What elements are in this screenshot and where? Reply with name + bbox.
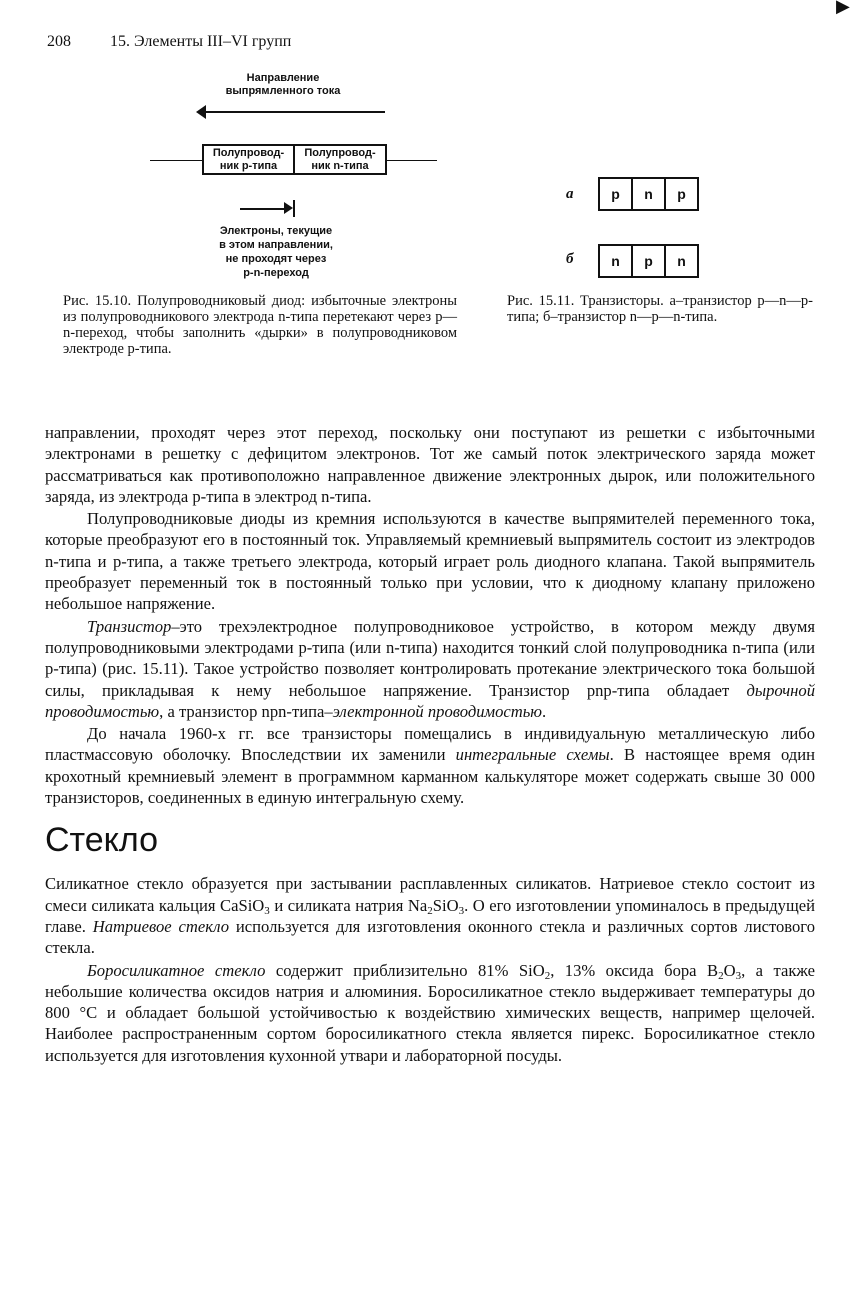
text-run: . О его изготовлении упоминалось в предыдущей главе. [45, 895, 815, 936]
diode-wire-right [387, 160, 437, 161]
diode-wire-left [150, 160, 202, 161]
page-number: 208 [47, 33, 71, 50]
transistor-cell: p [664, 177, 699, 211]
n-type-semiconductor-box [293, 144, 387, 175]
figure-15-10-caption: Рис. 15.10. Полупроводниковый диод: избыточные электроны из полупроводникового электрода n-типа перетекают через р—n-переход, чтобы заполнить «дырки» в полупроводниковом электроде р-типа. [63, 293, 457, 357]
paragraph [45, 873, 815, 958]
term-integrated-circuits: интегральные схемы [455, 745, 610, 765]
paragraph [45, 960, 815, 1066]
electron-direction-arrow [240, 208, 286, 210]
figure-15-11-caption: Рис. 15.11. Транзисторы. а–транзистор р—n—р-типа; б–транзистор n—р—n-типа. [507, 293, 813, 325]
text-run: , 13% оксида бора B [550, 960, 719, 980]
text-run: –это трехэлектродное полупроводниковое устройство, в котором между двумя полупроводниковыми электродами р-типа (или n-типа) находится тонкий слой полупроводника n-типа (или р-типа) (рис. 15.11). Такое устройство позволяет контролировать протекание электрического тока большой силы, прикладывая к нему небольшое напряжение. Транзистор pnp-типа обладает [45, 616, 815, 700]
subscript: 2 [544, 969, 551, 982]
term-borosilicate-glass: Боросиликатное стекло [87, 960, 266, 980]
electrons-label [176, 224, 376, 280]
npn-transistor [598, 244, 697, 278]
transistor-cell: n [598, 244, 633, 278]
term-transistor: Транзистор [87, 616, 172, 636]
term-soda-glass: Натриевое стекло [92, 916, 230, 936]
electrons-label-line: в этом направлении, [219, 239, 333, 251]
subscript: 3 [264, 904, 270, 917]
text-run: , а транзистор npn-типа– [159, 701, 333, 721]
subscript: 2 [718, 969, 724, 982]
p-box-line1: Полупровод- [212, 147, 285, 159]
subscript: 3 [735, 969, 742, 982]
text-run: До начала 1960-х гг. все транзисторы помещались в индивидуальную металлическую либо пластмассовую оболочку. Впоследствии их заменили [45, 724, 815, 765]
text-run: O [723, 960, 736, 980]
text-run: и силиката натрия Na [269, 895, 428, 915]
text-run: Силикатное стекло образуется при застывании расплавленных силикатов. Натриевое стекло состоит из смеси силиката кальция CaSiO [45, 874, 815, 915]
transistor-cell: n [631, 177, 666, 211]
subscript: 3 [458, 904, 465, 917]
pnp-transistor [598, 177, 697, 211]
subscript: 2 [427, 904, 433, 917]
current-arrow-head-icon [196, 105, 206, 119]
paragraph [45, 616, 815, 722]
text-run: . В настоящее время один крохотный кремниевый элемент в программном карманном калькуляторе может содержать свыше 30 000 транзисторов, соединенных в единую интегральную схему. [45, 745, 815, 808]
rectified-current-label-line2: выпрямленного тока [225, 85, 341, 97]
paragraph: Полупроводниковые диоды из кремния используются в качестве выпрямителей переменного тока, которые преобразуют его в постоянный ток. Управляемый кремниевый выпрямитель состоит из электродов n-типа и р-типа, а также третьего электрода, который играет роль диодного клапана. Такой выпрямитель преобразует переменный ток в постоянный только при условии, что к диодному клапану приложено небольшое напряжение. [45, 509, 815, 614]
body-text [45, 422, 815, 1066]
paragraph: направлении, проходят через этот переход, поскольку они поступают из решетки с избыточными электронами в решетку с дефицитом электронов. Тот же самый поток электрического заряда может рассматриваться как противоположно направленное движение электронных дырок, или положительного заряда, из электрода р-типа в электрод n-типа. [45, 423, 815, 506]
n-box-line2: ник n-типа [311, 160, 369, 172]
corner-arrow-icon: ▶ [836, 0, 850, 16]
n-box-line1: Полупровод- [304, 147, 376, 159]
current-direction-arrow [203, 111, 385, 113]
paragraph [45, 723, 815, 808]
electrons-label-line: Электроны, текущие [219, 225, 333, 237]
electrons-label-line: р-n-переход [243, 267, 309, 279]
transistor-cell: p [631, 244, 666, 278]
section-heading: Стекло [45, 821, 159, 860]
junction-barrier-mark [293, 200, 295, 217]
text-run: . [542, 701, 547, 721]
text-run: , а также небольшие количества оксидов натрия и алюминия. Боросиликатное стекло выдерживает температуры до 800 °С и обладает большой устойчивостью к воздействию химических веществ, например щелочей. Наиболее распространенным сортом боросиликатного стекла является пирекс. Боросиликатное стекло используется для изготовления кухонной утвари и лабораторной посуды. [45, 960, 815, 1065]
transistor-b-label: б [566, 251, 574, 267]
p-type-semiconductor-box [202, 144, 295, 175]
rectified-current-label-line1: Направление [246, 72, 320, 84]
transistor-a-label: а [566, 186, 574, 202]
p-box-line2: ник р-типа [219, 160, 278, 172]
electrons-label-line: не проходят через [225, 253, 327, 265]
term-hole-conductivity: дырочной проводимостью [45, 680, 815, 721]
text-run: SiO [432, 895, 459, 915]
transistor-cell: n [664, 244, 699, 278]
text-run: содержит приблизительно 81% SiO [265, 960, 545, 980]
term-electron-conductivity: электронной проводимостью [332, 701, 542, 721]
rectified-current-label [188, 72, 378, 98]
electron-arrow-head-icon [284, 202, 293, 214]
text-run: используется для изготовления оконного стекла и различных сортов листового стекла. [45, 916, 816, 958]
running-header: 15. Элементы III–VI групп [110, 33, 292, 50]
transistor-cell: p [598, 177, 633, 211]
